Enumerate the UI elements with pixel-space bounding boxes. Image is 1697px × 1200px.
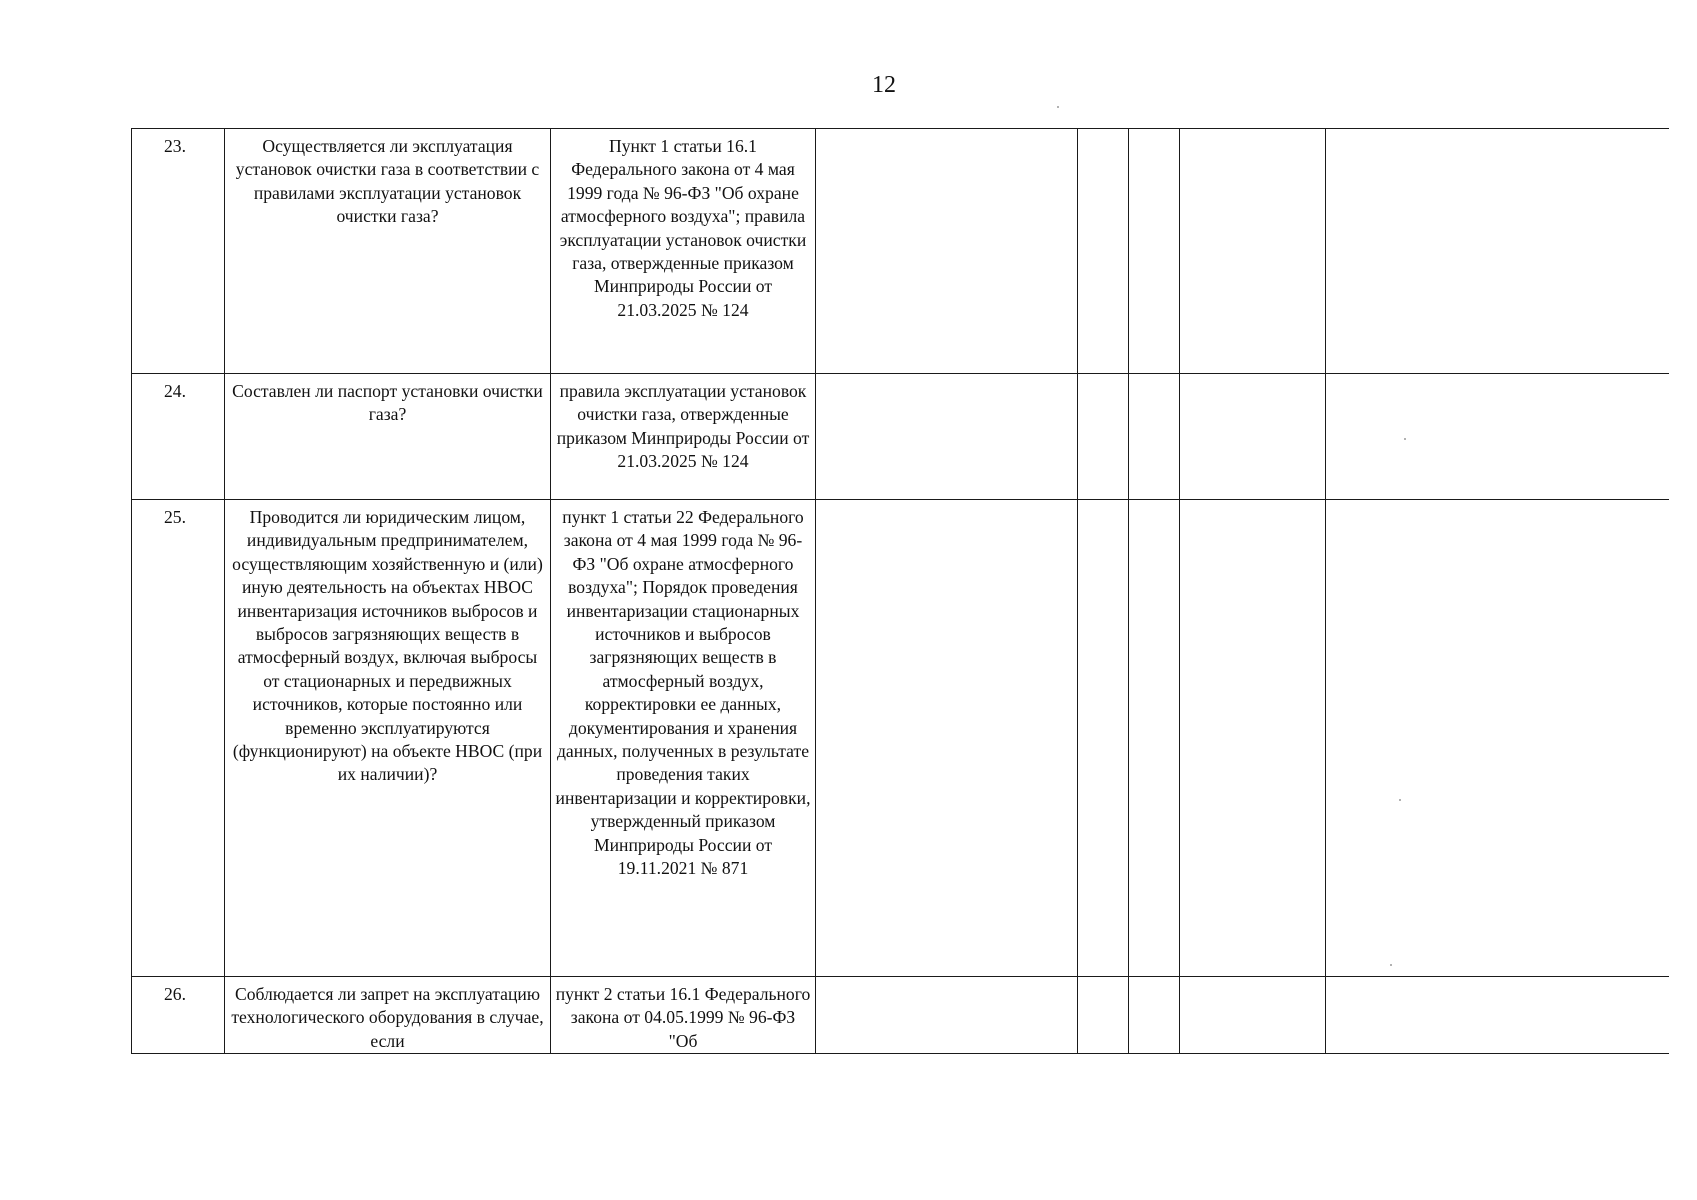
- reference-cell: правила эксплуатации установок очистки газа, отвержденные приказом Минприроды России от 21.03.2025 № 124: [551, 374, 816, 500]
- question-cell: Соблюдается ли запрет на эксплуатацию технологического оборудования в случае, если: [225, 977, 551, 1054]
- empty-cell: [816, 977, 1078, 1054]
- empty-cell: [1180, 374, 1326, 500]
- reference-cell: Пункт 1 статьи 16.1 Федерального закона от 4 мая 1999 года № 96-ФЗ "Об охране атмосферного воздуха"; правила эксплуатации установок очистки газа, отвержденные приказом Минприроды России от 21.03.2025 № 124: [551, 129, 816, 374]
- empty-cell: [1180, 129, 1326, 374]
- empty-cell: [1129, 129, 1180, 374]
- scan-speck: [1399, 799, 1401, 801]
- row-number: 24.: [132, 374, 225, 500]
- empty-cell: [816, 500, 1078, 977]
- scan-speck: [1390, 964, 1392, 966]
- empty-cell: [1129, 977, 1180, 1054]
- empty-cell: [1129, 374, 1180, 500]
- empty-cell: [1078, 500, 1129, 977]
- table-row: [132, 500, 1669, 977]
- reference-cell: пункт 2 статьи 16.1 Федерального закона от 04.05.1999 № 96-ФЗ "Об: [551, 977, 816, 1054]
- row-number: 23.: [132, 129, 225, 374]
- question-cell: Осуществляется ли эксплуатация установок очистки газа в соответствии с правилами эксплуатации установок очистки газа?: [225, 129, 551, 374]
- question-cell: Составлен ли паспорт установки очистки газа?: [225, 374, 551, 500]
- empty-cell: [1078, 129, 1129, 374]
- empty-cell: [1078, 374, 1129, 500]
- empty-cell: [816, 374, 1078, 500]
- page-number: 12: [872, 72, 896, 98]
- table-row: [132, 977, 1669, 1054]
- empty-cell: [1326, 977, 1669, 1054]
- reference-cell: пункт 1 статьи 22 Федерального закона от 4 мая 1999 года № 96-ФЗ "Об охране атмосферного воздуха"; Порядок проведения инвентаризации стационарных источников и выбросов загрязняющих веществ в атмосферный воздух, корректировки ее данных, документирования и хранения данных, полученных в результате проведения таких инвентаризации и корректировки, утвержденный приказом Минприроды России от 19.11.2021 № 871: [551, 500, 816, 977]
- empty-cell: [816, 129, 1078, 374]
- row-number: 26.: [132, 977, 225, 1054]
- scan-speck: [1404, 438, 1406, 440]
- empty-cell: [1326, 129, 1669, 374]
- row-number: 25.: [132, 500, 225, 977]
- empty-cell: [1180, 977, 1326, 1054]
- table-row: [132, 374, 1669, 500]
- empty-cell: [1129, 500, 1180, 977]
- empty-cell: [1078, 977, 1129, 1054]
- question-cell: Проводится ли юридическим лицом, индивидуальным предпринимателем, осуществляющим хозяйственную и (или) иную деятельность на объектах НВОС инвентаризация источников выбросов и выбросов загрязняющих веществ в атмосферный воздух, включая выбросы от стационарных и передвижных источников, которые постоянно или временно эксплуатируются (функционируют) на объекте НВОС (при их наличии)?: [225, 500, 551, 977]
- empty-cell: [1326, 374, 1669, 500]
- scan-speck: [1057, 106, 1059, 108]
- empty-cell: [1326, 500, 1669, 977]
- checklist-table: [131, 128, 1669, 1054]
- table-row: [132, 129, 1669, 374]
- empty-cell: [1180, 500, 1326, 977]
